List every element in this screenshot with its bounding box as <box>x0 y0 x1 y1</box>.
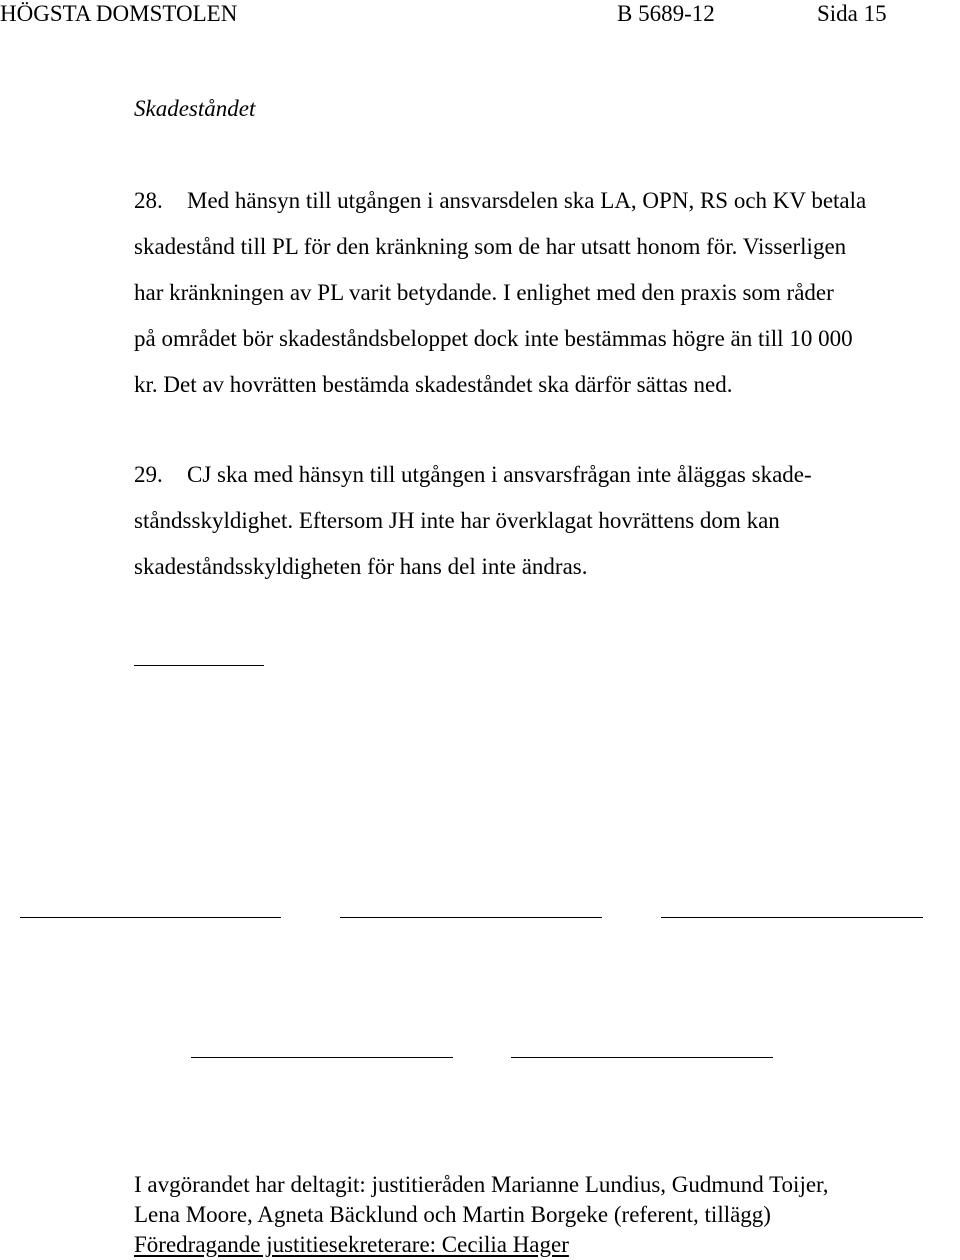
case-number: B 5689-12 <box>617 1 715 26</box>
rapporteur-line: Föredragande justitiesekreterare: Cecilia Hager <box>134 1232 569 1257</box>
paragraph-line: skadestånd till PL för den kränkning som de har utsatt honom för. Visserligen <box>134 234 847 259</box>
paragraph-29 <box>134 452 957 590</box>
separator-rule <box>134 665 264 666</box>
paragraph-line: på området bör skadeståndsbeloppet dock inte bestämmas högre än till 10 000 <box>134 326 853 351</box>
page-number: Sida 15 <box>817 1 887 26</box>
participants-footer <box>134 1170 954 1260</box>
signature-line <box>661 917 923 918</box>
participants-line: I avgörandet har deltagit: justitieråden Marianne Lundius, Gudmund Toijer, <box>134 1172 829 1197</box>
paragraph-number: 29. <box>134 462 163 487</box>
paragraph-line: kr. Det av hovrätten bestämda skadeståndet ska därför sättas ned. <box>134 372 733 397</box>
paragraph-28 <box>134 178 957 408</box>
signature-line <box>20 917 281 918</box>
court-name: HÖGSTA DOMSTOLEN <box>0 1 238 26</box>
paragraph-text: CJ ska med hänsyn till utgången i ansvarsfrågan inte åläggas skade- <box>187 462 812 487</box>
signature-line <box>191 1057 453 1058</box>
participants-line: Lena Moore, Agneta Bäcklund och Martin Borgeke (referent, tillägg) <box>134 1202 771 1227</box>
signature-line <box>340 917 602 918</box>
paragraph-line: har kränkningen av PL varit betydande. I enlighet med den praxis som råder <box>134 280 834 305</box>
paragraph-line <box>134 452 957 498</box>
page-header <box>0 0 960 34</box>
paragraph-line: skadeståndsskyldigheten för hans del inte ändras. <box>134 554 588 579</box>
paragraph-number: 28. <box>134 188 163 213</box>
paragraph-text: Med hänsyn till utgången i ansvarsdelen ska LA, OPN, RS och KV betala <box>187 188 867 213</box>
section-title: Skadeståndet <box>134 96 256 121</box>
paragraph-line <box>134 178 957 224</box>
paragraph-line: ståndsskyldighet. Eftersom JH inte har överklagat hovrättens dom kan <box>134 508 780 533</box>
signature-line <box>511 1057 773 1058</box>
